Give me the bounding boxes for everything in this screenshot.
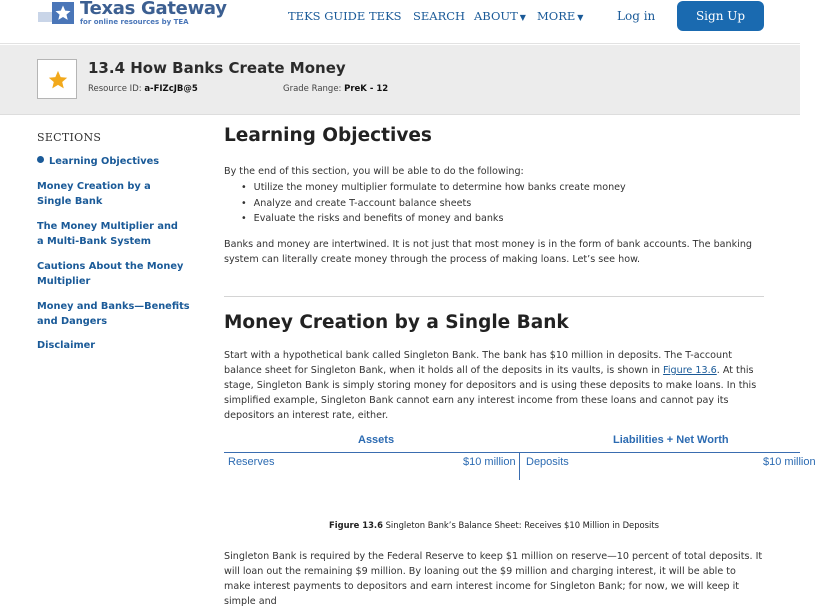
- liabilities-header: Liabilities + Net Worth: [613, 434, 729, 446]
- nav-more[interactable]: [537, 9, 583, 23]
- deposits-label: Deposits: [526, 456, 569, 468]
- figure-caption: [224, 520, 764, 530]
- logo-subtitle: for online resources by TEA: [80, 18, 189, 26]
- sidebar-item-money-creation[interactable]: Money Creation by a Single Bank: [37, 181, 151, 207]
- learning-objectives-heading: Learning Objectives: [224, 125, 432, 146]
- sidebar-item-learning-objectives[interactable]: Learning Objectives: [37, 154, 207, 169]
- nav-more-label: MORE: [537, 9, 576, 23]
- taccount-horizontal-line: [224, 452, 800, 453]
- sidebar-item-disclaimer[interactable]: Disclaimer: [37, 340, 96, 351]
- logo-title: Texas Gateway: [80, 0, 227, 19]
- chevron-down-icon: ▼: [519, 13, 526, 22]
- grade-range-value: PreK - 12: [344, 84, 389, 94]
- list-item: • Evaluate the risks and benefits of money and banks: [244, 211, 626, 227]
- deposits-value: $10 million: [763, 456, 816, 468]
- money-creation-paragraph: [224, 348, 764, 423]
- paragraph-text: Start with a hypothetical bank called Singleton Bank. The bank has $10 million in deposits. The T-account balance sheet for Singleton Bank, when it holds all of the deposits in its vaults, is shown in: [224, 350, 732, 376]
- figure-link[interactable]: Figure 13.6: [663, 365, 717, 376]
- intro-paragraph: Banks and money are intertwined. It is not just that most money is in the form of bank accounts. The banking system can literally create money through the process of making loans. Let’s see how.: [224, 239, 753, 265]
- objectives-intro: By the end of this section, you will be able to do the following:: [224, 166, 524, 177]
- caption-text: Singleton Bank’s Balance Sheet: Receives $10 Million in Deposits: [382, 520, 659, 530]
- money-creation-heading: Money Creation by a Single Bank: [224, 312, 569, 333]
- resource-id-value: a-FIZcJB@5: [144, 84, 198, 94]
- list-item: • Utilize the money multiplier formulate to determine how banks create money: [244, 180, 626, 196]
- logo-star-icon: [52, 2, 74, 24]
- chevron-down-icon: ▼: [577, 13, 584, 22]
- resource-id-label: Resource ID:: [88, 84, 142, 94]
- nav-teks[interactable]: TEKS: [369, 9, 402, 23]
- grade-range: [283, 84, 388, 94]
- paragraph-text: . At this stage, Singleton Bank is simply storing money for depositors and is using these deposits to make loans. In this simplified example, Singleton Bank cannot earn any interest income from these loans and cannot pay its depositors an interest rate, either.: [224, 365, 757, 421]
- nav-search[interactable]: SEARCH: [413, 9, 466, 23]
- sidebar-item-cautions[interactable]: Cautions About the Money Multiplier: [37, 261, 184, 287]
- resource-header: [0, 45, 800, 115]
- section-divider: [224, 296, 764, 297]
- grade-range-label: Grade Range:: [283, 84, 342, 94]
- resource-title: 13.4 How Banks Create Money: [88, 59, 346, 77]
- nav-about-label: ABOUT: [474, 9, 518, 23]
- list-item: • Analyze and create T-account balance sheets: [244, 196, 626, 212]
- objectives-list: [244, 180, 626, 227]
- reserve-paragraph: Singleton Bank is required by the Federal Reserve to keep $1 million on reserve—10 percent of total deposits. It will loan out the remaining $9 million. By loaning out the $9 million and charging interest, it will be able to make interest payments to depositors and earn interest income for Singleton Bank; for now, we will keep it simple and: [224, 551, 763, 607]
- reserves-label: Reserves: [228, 456, 275, 468]
- login-link[interactable]: Log in: [617, 9, 656, 23]
- sidebar-item-money-multiplier[interactable]: The Money Multiplier and a Multi-Bank System: [37, 221, 178, 247]
- favorite-star-button[interactable]: [37, 59, 77, 99]
- caption-label: Figure 13.6: [329, 520, 383, 530]
- nav-about[interactable]: [474, 9, 526, 23]
- assets-header: Assets: [358, 434, 395, 446]
- sections-heading: SECTIONS: [37, 131, 102, 144]
- texas-gateway-logo[interactable]: [36, 0, 226, 36]
- top-navigation-bar: [0, 0, 800, 44]
- sidebar-item-benefits-dangers[interactable]: Money and Banks—Benefits and Dangers: [37, 301, 190, 327]
- star-icon: [47, 69, 69, 91]
- nav-teks-guide[interactable]: TEKS GUIDE: [288, 9, 366, 23]
- signup-button[interactable]: Sign Up: [677, 1, 764, 31]
- resource-id: [88, 84, 198, 94]
- taccount-vertical-line: [519, 452, 520, 480]
- reserves-value: $10 million: [463, 456, 516, 468]
